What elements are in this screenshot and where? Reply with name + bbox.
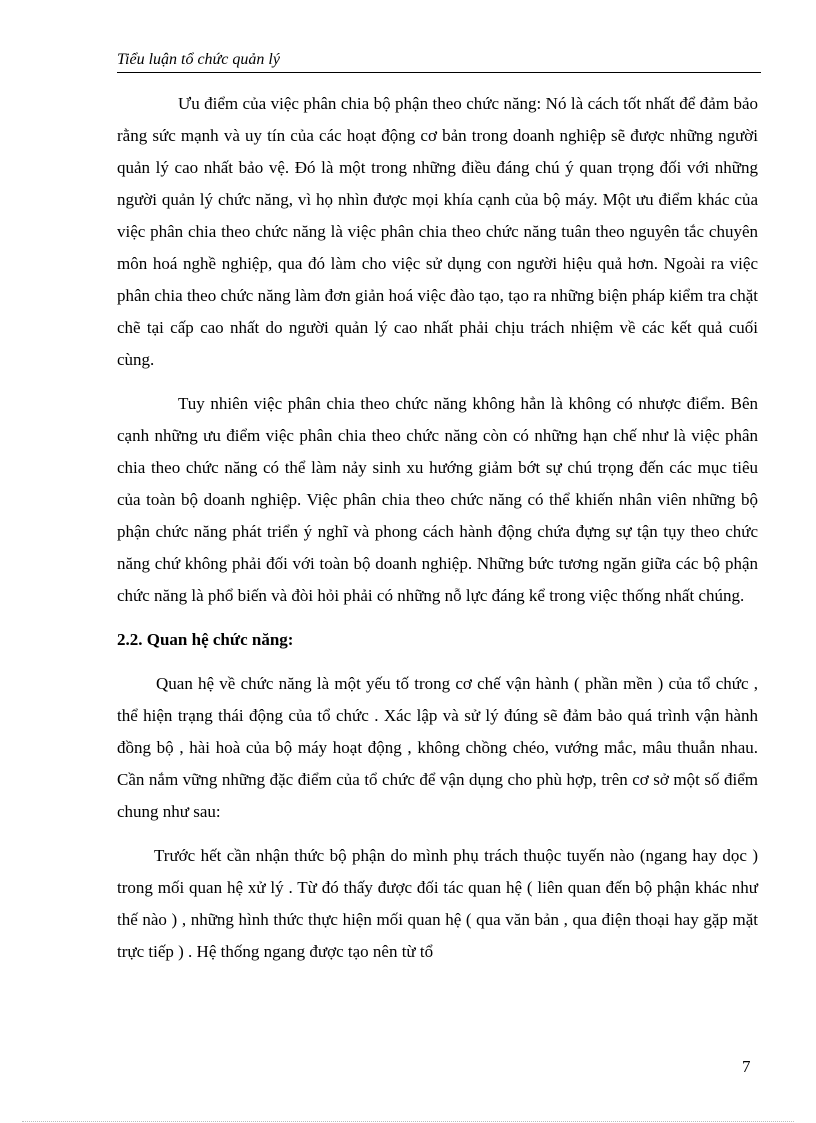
section-heading: 2.2. Quan hệ chức năng: [117,630,294,649]
page-number: 7 [742,1057,751,1076]
body-paragraph-advantages: Ưu điểm của việc phân chia bộ phận theo chức năng: Nó là cách tốt nhất để đảm bảo rằng sức mạnh và uy tín của các hoạt động cơ bản trong doanh nghiệp sẽ được những người quản lý cao nhất bảo vệ. Đó là một trong những điều đáng chú ý quan trọng đối với những người quản lý chức năng, vì họ nhìn được mọi khía cạnh của bộ máy. Một ưu điểm khác của việc phân chia theo chức năng là việc phân chia theo chức năng tuân theo nguyên tắc chuyên môn hoá nghề nghiệp, qua đó làm cho việc sử dụng con người hiệu quả hơn. Ngoài ra việc phân chia theo chức năng làm đơn giản hoá việc đào tạo, tạo ra những biện pháp kiểm tra chặt chẽ tại cấp cao nhất do người quản lý cao nhất phải chịu trách nhiệm về các kết quả cuối cùng. [117,94,758,369]
page-body [117,88,758,968]
page-bottom-dotted-rule [22,1121,794,1122]
header-title: Tiểu luận tổ chức quản lý [117,51,280,68]
page-header [117,48,761,73]
body-paragraph-disadvantages: Tuy nhiên việc phân chia theo chức năng không hẳn là không có nhược điểm. Bên cạnh những ưu điểm việc phân chia theo chức năng còn có những hạn chế như là việc phân chia theo chức năng có thể làm nảy sinh xu hướng giảm bớt sự chú trọng đến các mục tiêu của toàn bộ doanh nghiệp. Việc phân chia theo chức năng có thể khiến nhân viên những bộ phận chức năng phát triển ý nghĩ và phong cách hành động chứa đựng sự tận tụy theo chức năng chứ không phải đối với toàn bộ doanh nghiệp. Những bức tương ngăn giữa các bộ phận chức năng là phổ biến và đòi hỏi phải có những nỗ lực đáng kể trong việc thống nhất chúng. [117,394,758,605]
body-paragraph-functional-relations: Quan hệ về chức năng là một yếu tố trong cơ chế vận hành ( phần mền ) của tổ chức , thể hiện trạng thái động của tổ chức . Xác lập và sử lý đúng sẽ đảm bảo quá trình vận hành đồng bộ , hài hoà của bộ máy hoạt động , không chồng chéo, vướng mắc, mâu thuẫn nhau. Cần nắm vững những đặc điểm của tổ chức để vận dụng cho phù hợp, trên cơ sở một số điểm chung như sau: [117,674,758,821]
body-paragraph-first-awareness: Trước hết cần nhận thức bộ phận do mình phụ trách thuộc tuyến nào (ngang hay dọc ) trong mối quan hệ xử lý . Từ đó thấy được đối tác quan hệ ( liên quan đến bộ phận khác như thế nào ) , những hình thức thực hiện mối quan hệ ( qua văn bản , qua điện thoại hay gặp mặt trực tiếp ) . Hệ thống ngang được tạo nên từ tổ [117,846,758,961]
